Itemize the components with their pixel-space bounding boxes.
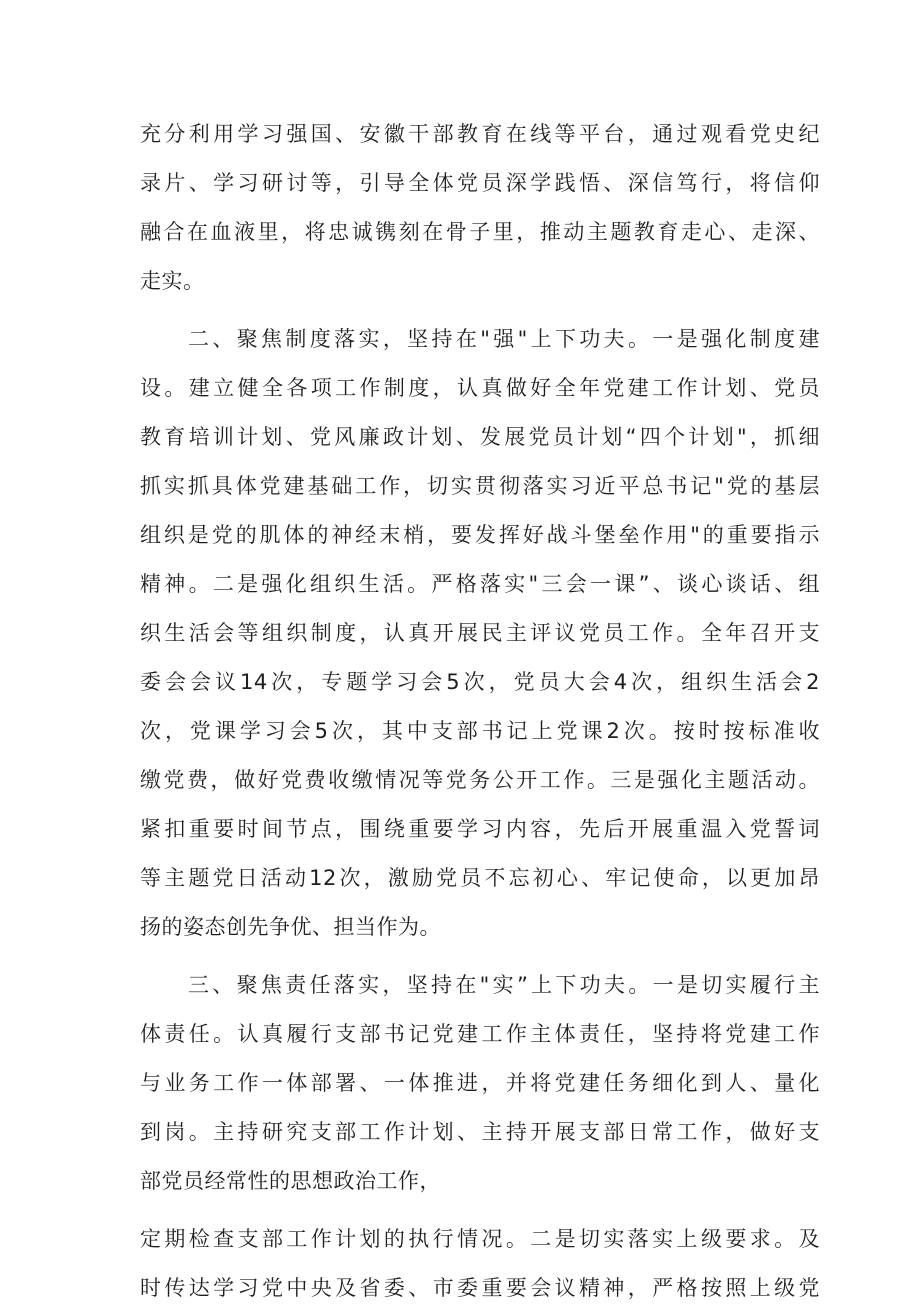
text-line: 抓实抓具体党建基础工作，切实贯彻落实习近平总书记"党的基层 — [140, 474, 820, 498]
text-line: 设。建立健全各项工作制度，认真做好全年党建工作计划、党员 — [140, 376, 820, 400]
text-line: 扬的姿态创先争优、担当作为。 — [140, 915, 441, 939]
text-line: 时传达学习党中央及省委、市委重要会议精神，严格按照上级党 — [140, 1276, 820, 1300]
text-line: 充分利用学习强国、安徽干部教育在线等平台，通过观看党史纪 — [140, 122, 820, 146]
text-line: 组织是党的肌体的神经末梢，要发挥好战斗堡垒作用"的重要指示 — [140, 523, 820, 547]
text-line: 走实。 — [140, 269, 205, 293]
paragraph-heading-2: 二、聚焦制度落实，坚持在"强"上下功夫。一是强化制度建 — [188, 327, 820, 351]
text-line: 录片、学习研讨等，引导全体党员深学践悟、深信笃行，将信仰 — [140, 171, 820, 195]
text-line: 精神。二是强化组织生活。严格落实"三会一课”、谈心谈话、组 — [140, 572, 820, 596]
text-line: 定期检查支部工作计划的执行情况。二是切实落实上级要求。及 — [140, 1227, 820, 1251]
paragraph-heading-3: 三、聚焦责任落实，坚持在"实”上下功夫。一是切实履行主 — [188, 973, 820, 997]
text-line: 教育培训计划、党风廉政计划、发展党员计划“四个计划"，抓细 — [140, 425, 820, 449]
text-line: 部党员经常性的思想政治工作， — [140, 1169, 441, 1193]
text-line: 等主题党日活动12次，激励党员不忘初心、牢记使命，以更加昂 — [140, 866, 820, 890]
text-line: 到岗。主持研究支部工作计划、主持开展支部日常工作，做好支 — [140, 1120, 820, 1144]
text-line: 与业务工作一体部署、一体推进，并将党建任务细化到人、量化 — [140, 1071, 820, 1095]
text-line: 体责任。认真履行支部书记党建工作主体责任，坚持将党建工作 — [140, 1022, 820, 1046]
text-line: 次，党课学习会5次，其中支部书记上党课2次。按时按标准收 — [140, 719, 820, 743]
text-line: 缴党费，做好党费收缴情况等党务公开工作。三是强化主题活动。 — [140, 768, 820, 792]
text-line: 融合在血液里，将忠诚镌刻在骨子里，推动主题教育走心、走深、 — [140, 220, 820, 244]
text-line: 委会会议14次，专题学习会5次，党员大会4次，组织生活会2 — [140, 670, 820, 694]
text-line: 织生活会等组织制度，认真开展民主评议党员工作。全年召开支 — [140, 621, 820, 645]
text-line: 紧扣重要时间节点，围绕重要学习内容，先后开展重温入党誓词 — [140, 817, 820, 841]
